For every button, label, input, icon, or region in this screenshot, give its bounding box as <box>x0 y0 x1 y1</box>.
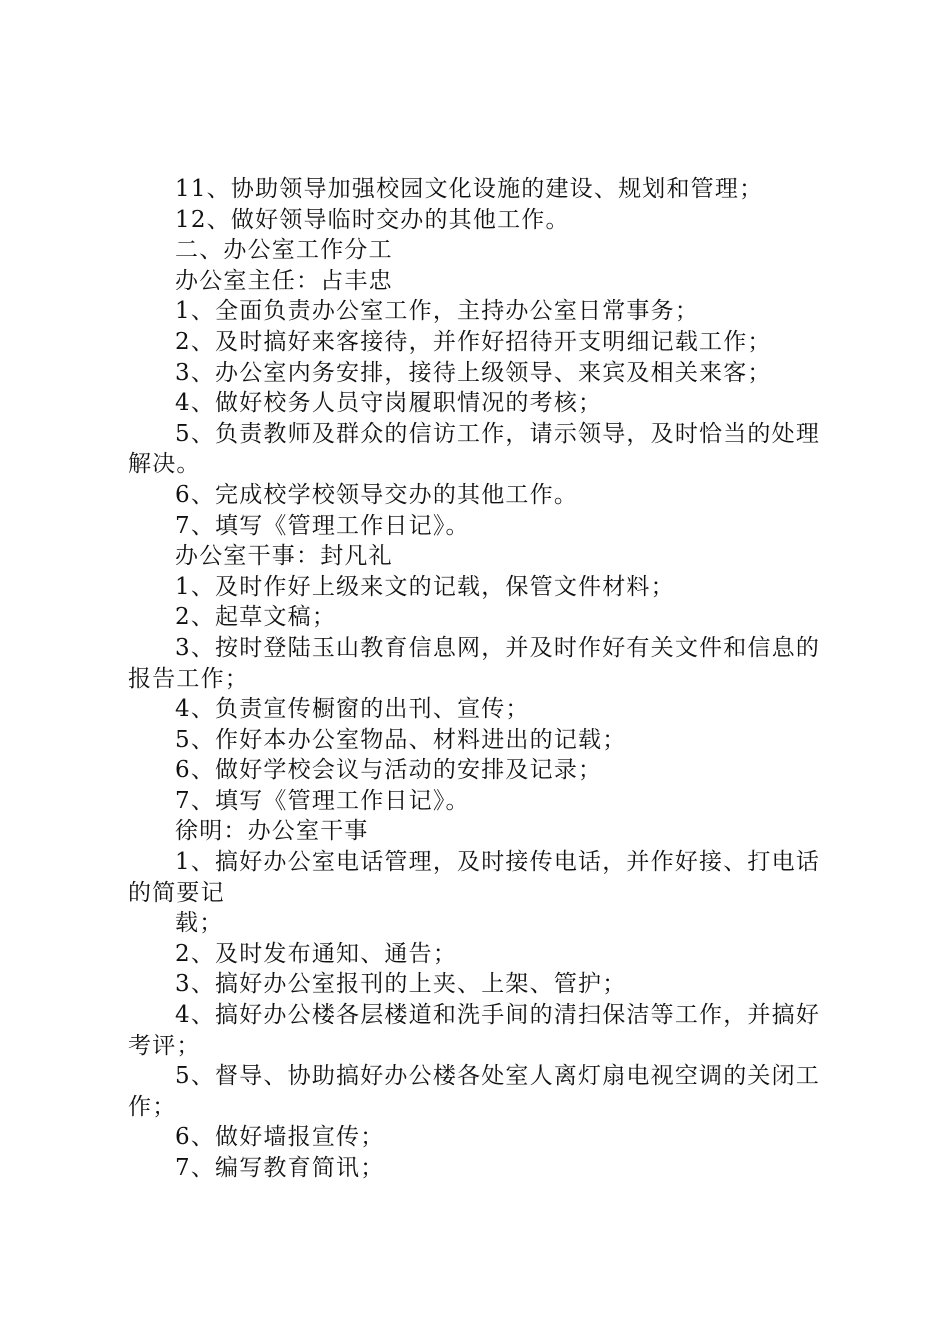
role-heading: 办公室主任：占丰忠 <box>175 267 393 294</box>
paragraph: 1、全面负责办公室工作，主持办公室日常事务； <box>175 298 700 325</box>
paragraph: 3、搞好办公室报刊的上夹、上架、管护； <box>175 971 627 998</box>
paragraph: 6、做好墙报宣传； <box>175 1124 385 1151</box>
section-heading: 二、办公室工作分工 <box>175 237 393 264</box>
paragraph: 2、及时发布通知、通告； <box>175 940 458 967</box>
role-heading: 办公室干事：封凡礼 <box>175 543 393 570</box>
paragraph: 4、做好校务人员守岗履职情况的考核； <box>175 390 603 417</box>
paragraph: 11、协助领导加强校园文化设施的建设、规划和管理； <box>175 176 764 202</box>
document-body <box>128 174 832 1184</box>
paragraph: 载； <box>175 910 224 937</box>
paragraph: 1、及时作好上级来文的记载，保管文件材料； <box>175 573 675 600</box>
paragraph: 7、编写教育简讯； <box>175 1155 385 1181</box>
paragraph: 5、作好本办公室物品、材料进出的记载； <box>175 726 627 753</box>
paragraph: 12、做好领导临时交办的其他工作。 <box>175 206 570 233</box>
paragraph: 5、督导、协助搞好办公楼各处室人离灯扇电视空调的关闭工作； <box>128 1063 821 1120</box>
role-heading: 徐明：办公室干事 <box>175 818 369 845</box>
paragraph: 6、完成校学校领导交办的其他工作。 <box>175 481 579 508</box>
paragraph: 7、填写《管理工作日记》。 <box>175 787 470 814</box>
paragraph: 4、搞好办公楼各层楼道和洗手间的清扫保洁等工作，并搞好考评； <box>128 1002 821 1059</box>
paragraph: 5、负责教师及群众的信访工作，请示领导，及时恰当的处理解决。 <box>128 420 821 478</box>
paragraph: 4、负责宣传橱窗的出刊、宣传； <box>175 696 530 723</box>
paragraph: 7、填写《管理工作日记》。 <box>175 512 470 539</box>
paragraph: 3、按时登陆玉山教育信息网，并及时作好有关文件和信息的报告工作； <box>128 634 821 692</box>
paragraph: 1、搞好办公室电话管理，及时接传电话，并作好接、打电话的简要记 <box>128 849 821 906</box>
paragraph: 2、及时搞好来客接待，并作好招待开支明细记载工作； <box>175 328 772 355</box>
paragraph: 2、起草文稿； <box>175 604 337 631</box>
paragraph: 6、做好学校会议与活动的安排及记录； <box>175 757 603 784</box>
paragraph: 3、办公室内务安排，接待上级领导、来宾及相关来客； <box>175 359 772 386</box>
